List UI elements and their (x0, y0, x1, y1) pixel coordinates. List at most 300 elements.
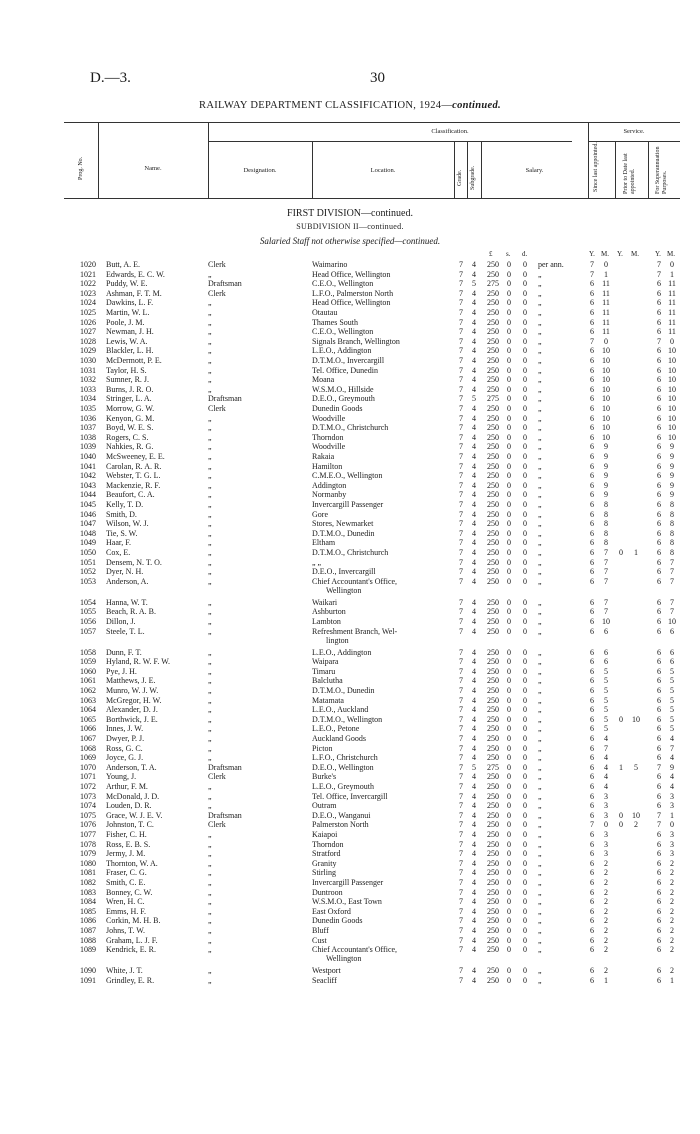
cell-name: Kenyon, G. M. (106, 413, 155, 423)
cell-subgrade: 4 (472, 509, 476, 519)
cell-name: Emms, H. F. (106, 906, 147, 916)
cell-salary-period: „ (538, 762, 542, 772)
table-row (0, 260, 700, 270)
cell-location: Dunedin Goods (312, 916, 363, 926)
cell-location: Woodville (312, 413, 346, 423)
cell-prog-no: 1034 (80, 394, 96, 404)
cell-since-last-years: 6 (590, 753, 594, 763)
col-header-subgrade: Subgrade. (470, 165, 476, 190)
cell-super-years: 6 (657, 375, 661, 385)
cell-since-last-years: 6 (590, 686, 594, 695)
cell-since-last-years: 6 (590, 327, 594, 337)
table-row (0, 667, 700, 677)
cell-since-last-months: 8 (604, 519, 608, 529)
cell-designation: „ (208, 548, 212, 557)
cell-name: Corkin, M. H. B. (106, 916, 161, 926)
cell-designation: „ (208, 538, 212, 548)
col-header-salary: Salary. (525, 167, 544, 174)
cell-salary-shillings: 0 (507, 260, 511, 269)
cell-super-years: 6 (657, 975, 661, 985)
cell-salary-pounds: 250 (487, 772, 499, 782)
cell-since-last-years: 6 (590, 432, 594, 442)
cell-salary-pence: 0 (523, 365, 527, 375)
cell-super-years: 6 (657, 945, 661, 955)
cell-since-last-months: 10 (602, 413, 610, 423)
cell-name: Taylor, H. S. (106, 365, 147, 375)
cell-salary-pounds: 250 (487, 830, 499, 839)
cell-location: L.E.O., Petone (312, 724, 360, 734)
cell-salary-shillings: 0 (507, 528, 511, 538)
cell-super-months: 6 (670, 657, 674, 667)
cell-since-last-months: 10 (602, 432, 610, 442)
cell-super-years: 6 (657, 480, 661, 490)
cell-since-last-years: 6 (590, 538, 594, 548)
cell-prog-no: 1028 (80, 336, 96, 346)
cell-salary-shillings: 0 (507, 734, 511, 743)
cell-since-last-years: 6 (590, 557, 594, 567)
table-row (0, 490, 700, 500)
cell-name: McDermott, P. E. (106, 356, 162, 365)
cell-salary-shillings: 0 (507, 423, 511, 433)
cell-since-last-years: 6 (590, 647, 594, 657)
cell-salary-shillings: 0 (507, 945, 511, 955)
cell-designation: „ (208, 887, 212, 897)
cell-salary-shillings: 0 (507, 597, 511, 607)
cell-salary-pounds: 250 (487, 260, 499, 269)
cell-prog-no: 1059 (80, 657, 96, 667)
cell-salary-pence: 0 (523, 966, 527, 976)
cell-since-last-months: 10 (602, 375, 610, 385)
table-row (0, 715, 700, 725)
cell-salary-pounds: 250 (487, 849, 499, 859)
cell-salary-shillings: 0 (507, 356, 511, 365)
cell-super-years: 6 (657, 926, 661, 935)
cell-super-years: 6 (657, 839, 661, 849)
cell-salary-shillings: 0 (507, 897, 511, 907)
cell-prior-months: 1 (634, 548, 638, 557)
cell-prog-no: 1084 (80, 897, 96, 907)
cell-prog-no: 1022 (80, 279, 96, 289)
cell-salary-shillings: 0 (507, 607, 511, 617)
cell-name: Johns, T. W. (106, 926, 146, 935)
unit-months: M. (667, 250, 675, 258)
cell-subgrade: 4 (472, 346, 476, 356)
cell-salary-shillings: 0 (507, 810, 511, 820)
cell-salary-period: „ (538, 647, 542, 657)
cell-super-years: 6 (657, 743, 661, 753)
cell-since-last-years: 6 (590, 317, 594, 327)
cell-location: Cust (312, 935, 327, 945)
cell-super-years: 6 (657, 966, 661, 976)
cell-subgrade: 4 (472, 452, 476, 461)
table-row (0, 966, 700, 976)
cell-prog-no: 1079 (80, 849, 96, 859)
cell-prog-no: 1055 (80, 607, 96, 617)
cell-salary-pounds: 275 (487, 279, 499, 289)
cell-name: Burns, J. R. O. (106, 384, 154, 394)
cell-salary-pounds: 250 (487, 327, 499, 337)
cell-salary-period: „ (538, 298, 542, 308)
cell-salary-pence: 0 (523, 317, 527, 327)
table-row (0, 859, 700, 869)
cell-since-last-years: 6 (590, 452, 594, 461)
cell-salary-pence: 0 (523, 308, 527, 317)
cell-salary-pounds: 250 (487, 480, 499, 490)
cell-salary-pounds: 250 (487, 365, 499, 375)
cell-grade: 7 (459, 528, 463, 538)
cell-prior-years: 0 (619, 548, 623, 557)
cell-salary-pounds: 250 (487, 519, 499, 529)
cell-salary-pounds: 250 (487, 490, 499, 500)
cell-salary-pence: 0 (523, 557, 527, 567)
table-row (0, 452, 700, 462)
cell-prog-no: 1087 (80, 926, 96, 935)
cell-since-last-months: 7 (604, 567, 608, 577)
cell-name: Blackler, L. H. (106, 346, 154, 356)
cell-name: Alexander, D. J. (106, 705, 158, 715)
cell-designation: „ (208, 975, 212, 985)
cell-since-last-years: 7 (590, 269, 594, 279)
cell-subgrade: 4 (472, 336, 476, 346)
cell-salary-period: „ (538, 897, 542, 907)
cell-super-years: 6 (657, 538, 661, 548)
cell-super-years: 6 (657, 686, 661, 695)
cell-salary-pounds: 250 (487, 791, 499, 801)
cell-name: Wren, H. C. (106, 897, 145, 907)
cell-since-last-years: 6 (590, 935, 594, 945)
cell-location: Normanby (312, 490, 347, 500)
cell-salary-period: „ (538, 926, 542, 935)
cell-prog-no: 1081 (80, 868, 96, 878)
cell-since-last-months: 7 (604, 743, 608, 753)
table-row (0, 433, 700, 443)
cell-salary-period: „ (538, 279, 542, 289)
cell-prog-no: 1020 (80, 260, 96, 269)
cell-salary-period: „ (538, 878, 542, 887)
cell-super-months: 7 (670, 576, 674, 586)
cell-grade: 7 (459, 356, 463, 365)
cell-since-last-months: 2 (604, 858, 608, 868)
cell-salary-period: „ (538, 782, 542, 791)
cell-designation: „ (208, 557, 212, 567)
table-row (0, 849, 700, 859)
cell-salary-pence: 0 (523, 887, 527, 897)
cell-name: Beach, R. A. B. (106, 607, 156, 617)
cell-super-months: 8 (670, 500, 674, 509)
cell-since-last-months: 7 (604, 557, 608, 567)
cell-grade: 7 (459, 317, 463, 327)
cell-salary-period: „ (538, 666, 542, 676)
cell-super-years: 6 (657, 647, 661, 657)
table-row (0, 471, 700, 481)
document-reference: D.—3. (90, 70, 131, 86)
cell-since-last-months: 3 (604, 810, 608, 820)
cell-grade: 7 (459, 346, 463, 356)
cell-salary-shillings: 0 (507, 830, 511, 839)
cell-designation: „ (208, 365, 212, 375)
table-row (0, 676, 700, 686)
cell-prog-no: 1058 (80, 647, 96, 657)
table-row (0, 626, 700, 645)
cell-super-years: 7 (657, 820, 661, 830)
cell-name: Dunn, F. T. (106, 647, 142, 657)
cell-salary-pence: 0 (523, 356, 527, 365)
cell-salary-pence: 0 (523, 432, 527, 442)
cell-subgrade: 4 (472, 442, 476, 452)
cell-location: Outram (312, 801, 337, 811)
cell-subgrade: 4 (472, 878, 476, 887)
cell-subgrade: 4 (472, 820, 476, 830)
cell-prog-no: 1046 (80, 509, 96, 519)
cell-salary-period: „ (538, 830, 542, 839)
cell-designation: „ (208, 317, 212, 327)
cell-super-years: 6 (657, 557, 661, 567)
cell-super-months: 7 (670, 557, 674, 567)
table-row (0, 945, 700, 964)
cell-super-months: 4 (670, 734, 674, 743)
cell-salary-period: „ (538, 528, 542, 538)
cell-salary-pence: 0 (523, 423, 527, 433)
cell-name: Sumner, R. J. (106, 375, 150, 385)
cell-super-years: 6 (657, 365, 661, 375)
cell-salary-pence: 0 (523, 298, 527, 308)
cell-super-months: 10 (668, 432, 676, 442)
table-row (0, 907, 700, 917)
cell-since-last-years: 6 (590, 509, 594, 519)
cell-super-years: 6 (657, 327, 661, 337)
cell-grade: 7 (459, 782, 463, 791)
cell-super-months: 10 (668, 423, 676, 433)
cell-super-months: 7 (670, 567, 674, 577)
cell-salary-pence: 0 (523, 480, 527, 490)
cell-grade: 7 (459, 288, 463, 298)
cell-since-last-years: 6 (590, 975, 594, 985)
cell-salary-period: „ (538, 317, 542, 327)
cell-subgrade: 4 (472, 801, 476, 811)
cell-location: D.T.M.O., Dunedin (312, 528, 375, 538)
cell-salary-period: „ (538, 375, 542, 385)
cell-designation: Draftsman (208, 279, 242, 289)
cell-prior-years: 0 (619, 714, 623, 724)
cell-prog-no: 1068 (80, 743, 96, 753)
cell-salary-pence: 0 (523, 935, 527, 945)
cell-prog-no: 1071 (80, 772, 96, 782)
cell-salary-pounds: 250 (487, 926, 499, 935)
unit-shillings: s. (506, 250, 511, 258)
cell-since-last-months: 9 (604, 480, 608, 490)
cell-salary-pounds: 250 (487, 461, 499, 471)
cell-grade: 7 (459, 820, 463, 830)
cell-since-last-years: 7 (590, 820, 594, 830)
cell-prog-no: 1072 (80, 782, 96, 791)
cell-location: C.M.E.O., Wellington (312, 471, 383, 481)
cell-name: Louden, D. R. (106, 801, 152, 811)
cell-designation: „ (208, 935, 212, 945)
cell-grade: 7 (459, 935, 463, 945)
table-row (0, 617, 700, 627)
table-row (0, 462, 700, 472)
cell-salary-pence: 0 (523, 743, 527, 753)
cell-grade: 7 (459, 916, 463, 926)
cell-salary-period: „ (538, 916, 542, 926)
cell-name: Boyd, W. E. S. (106, 423, 154, 433)
cell-grade: 7 (459, 657, 463, 667)
cell-name: Ross, E. B. S. (106, 839, 151, 849)
cell-grade: 7 (459, 724, 463, 734)
cell-name: Hanna, W. T. (106, 597, 148, 607)
cell-salary-shillings: 0 (507, 576, 511, 586)
cell-location: Invercargill Passenger (312, 500, 384, 509)
cell-designation: „ (208, 298, 212, 308)
cell-designation: „ (208, 384, 212, 394)
cell-subgrade: 4 (472, 830, 476, 839)
cell-salary-period: „ (538, 500, 542, 509)
cell-name: Carolan, R. A. R. (106, 461, 162, 471)
table-row (0, 548, 700, 558)
cell-subgrade: 4 (472, 743, 476, 753)
cell-super-years: 6 (657, 432, 661, 442)
cell-since-last-years: 6 (590, 442, 594, 452)
cell-since-last-months: 6 (604, 626, 608, 636)
cell-salary-pence: 0 (523, 346, 527, 356)
cell-salary-shillings: 0 (507, 657, 511, 667)
table-row (0, 356, 700, 366)
col-header-prior-to-date: Prior to Date last appointed. (623, 153, 636, 194)
cell-since-last-months: 4 (604, 734, 608, 743)
page-title-main: RAILWAY DEPARTMENT CLASSIFICATION, 1924— (199, 100, 453, 111)
cell-since-last-months: 5 (604, 705, 608, 715)
cell-grade: 7 (459, 480, 463, 490)
cell-since-last-years: 6 (590, 743, 594, 753)
table-row (0, 598, 700, 608)
cell-since-last-years: 6 (590, 597, 594, 607)
cell-super-years: 6 (657, 471, 661, 481)
cell-super-years: 6 (657, 858, 661, 868)
cell-salary-pounds: 250 (487, 413, 499, 423)
cell-designation: „ (208, 269, 212, 279)
cell-salary-pence: 0 (523, 375, 527, 385)
cell-designation: Clerk (208, 260, 226, 269)
cell-super-months: 2 (670, 897, 674, 907)
cell-name: Dyer, N. H. (106, 567, 144, 577)
table-row (0, 567, 700, 577)
cell-designation: „ (208, 791, 212, 801)
cell-since-last-years: 7 (590, 336, 594, 346)
cell-grade: 7 (459, 308, 463, 317)
cell-super-years: 6 (657, 288, 661, 298)
cell-salary-pence: 0 (523, 509, 527, 519)
cell-super-months: 10 (668, 394, 676, 404)
page-number: 30 (370, 70, 385, 86)
cell-location: Westport (312, 966, 341, 976)
cell-prog-no: 1031 (80, 365, 96, 375)
cell-location: Waimarino (312, 260, 348, 269)
cell-salary-pounds: 275 (487, 762, 499, 772)
table-row (0, 936, 700, 946)
cell-salary-period: „ (538, 384, 542, 394)
cell-salary-pounds: 250 (487, 404, 499, 413)
cell-since-last-years: 6 (590, 528, 594, 538)
cell-prior-months: 5 (634, 762, 638, 772)
cell-salary-pounds: 250 (487, 423, 499, 433)
cell-salary-pounds: 250 (487, 676, 499, 686)
cell-super-years: 6 (657, 906, 661, 916)
table-row (0, 538, 700, 548)
cell-salary-shillings: 0 (507, 975, 511, 985)
cell-super-months: 2 (670, 868, 674, 878)
cell-subgrade: 4 (472, 317, 476, 327)
header-bottom-rule (64, 198, 680, 199)
cell-grade: 7 (459, 500, 463, 509)
cell-super-months: 11 (668, 288, 676, 298)
cell-designation: „ (208, 878, 212, 887)
col-divider (98, 122, 99, 198)
cell-salary-shillings: 0 (507, 471, 511, 481)
cell-designation: „ (208, 714, 212, 724)
cell-designation: „ (208, 858, 212, 868)
cell-name: Johnston, T. C. (106, 820, 154, 830)
cell-name: Anderson, A. (106, 576, 149, 586)
cell-prog-no: 1049 (80, 538, 96, 548)
cell-salary-pounds: 250 (487, 375, 499, 385)
cell-super-months: 3 (670, 839, 674, 849)
cell-grade: 7 (459, 666, 463, 676)
cell-salary-period: „ (538, 557, 542, 567)
cell-prog-no: 1066 (80, 724, 96, 734)
cell-salary-pounds: 250 (487, 868, 499, 878)
cell-salary-period: „ (538, 849, 542, 859)
cell-since-last-months: 11 (602, 317, 610, 327)
cell-salary-period: „ (538, 519, 542, 529)
cell-salary-pounds: 250 (487, 906, 499, 916)
cell-designation: „ (208, 413, 212, 423)
cell-designation: „ (208, 626, 212, 636)
cell-prog-no: 1045 (80, 500, 96, 509)
cell-location: D.E.O., Invercargill (312, 567, 376, 577)
cell-salary-pence: 0 (523, 384, 527, 394)
cell-since-last-months: 3 (604, 849, 608, 859)
cell-salary-shillings: 0 (507, 617, 511, 626)
cell-super-months: 9 (670, 442, 674, 452)
table-row (0, 423, 700, 433)
cell-subgrade: 4 (472, 365, 476, 375)
cell-name: McSweeney, E. E. (106, 452, 165, 461)
cell-grade: 7 (459, 260, 463, 269)
cell-grade: 7 (459, 878, 463, 887)
table-row (0, 500, 700, 510)
cell-salary-period: „ (538, 791, 542, 801)
cell-super-years: 6 (657, 617, 661, 626)
cell-since-last-years: 6 (590, 916, 594, 926)
cell-super-years: 6 (657, 705, 661, 715)
cell-designation: „ (208, 966, 212, 976)
cell-designation: „ (208, 607, 212, 617)
cell-salary-shillings: 0 (507, 298, 511, 308)
cell-super-months: 2 (670, 878, 674, 887)
col-divider (454, 141, 455, 198)
cell-location: Addington (312, 480, 347, 490)
cell-name: Steele, T. L. (106, 626, 145, 636)
cell-location: D.T.M.O., Dunedin (312, 686, 375, 695)
cell-subgrade: 4 (472, 557, 476, 567)
cell-since-last-months: 1 (604, 269, 608, 279)
table-row (0, 792, 700, 802)
cell-prog-no: 1023 (80, 288, 96, 298)
cell-salary-shillings: 0 (507, 762, 511, 772)
cell-name: Pye, J. H. (106, 666, 137, 676)
cell-since-last-years: 6 (590, 384, 594, 394)
cell-prog-no: 1043 (80, 480, 96, 490)
